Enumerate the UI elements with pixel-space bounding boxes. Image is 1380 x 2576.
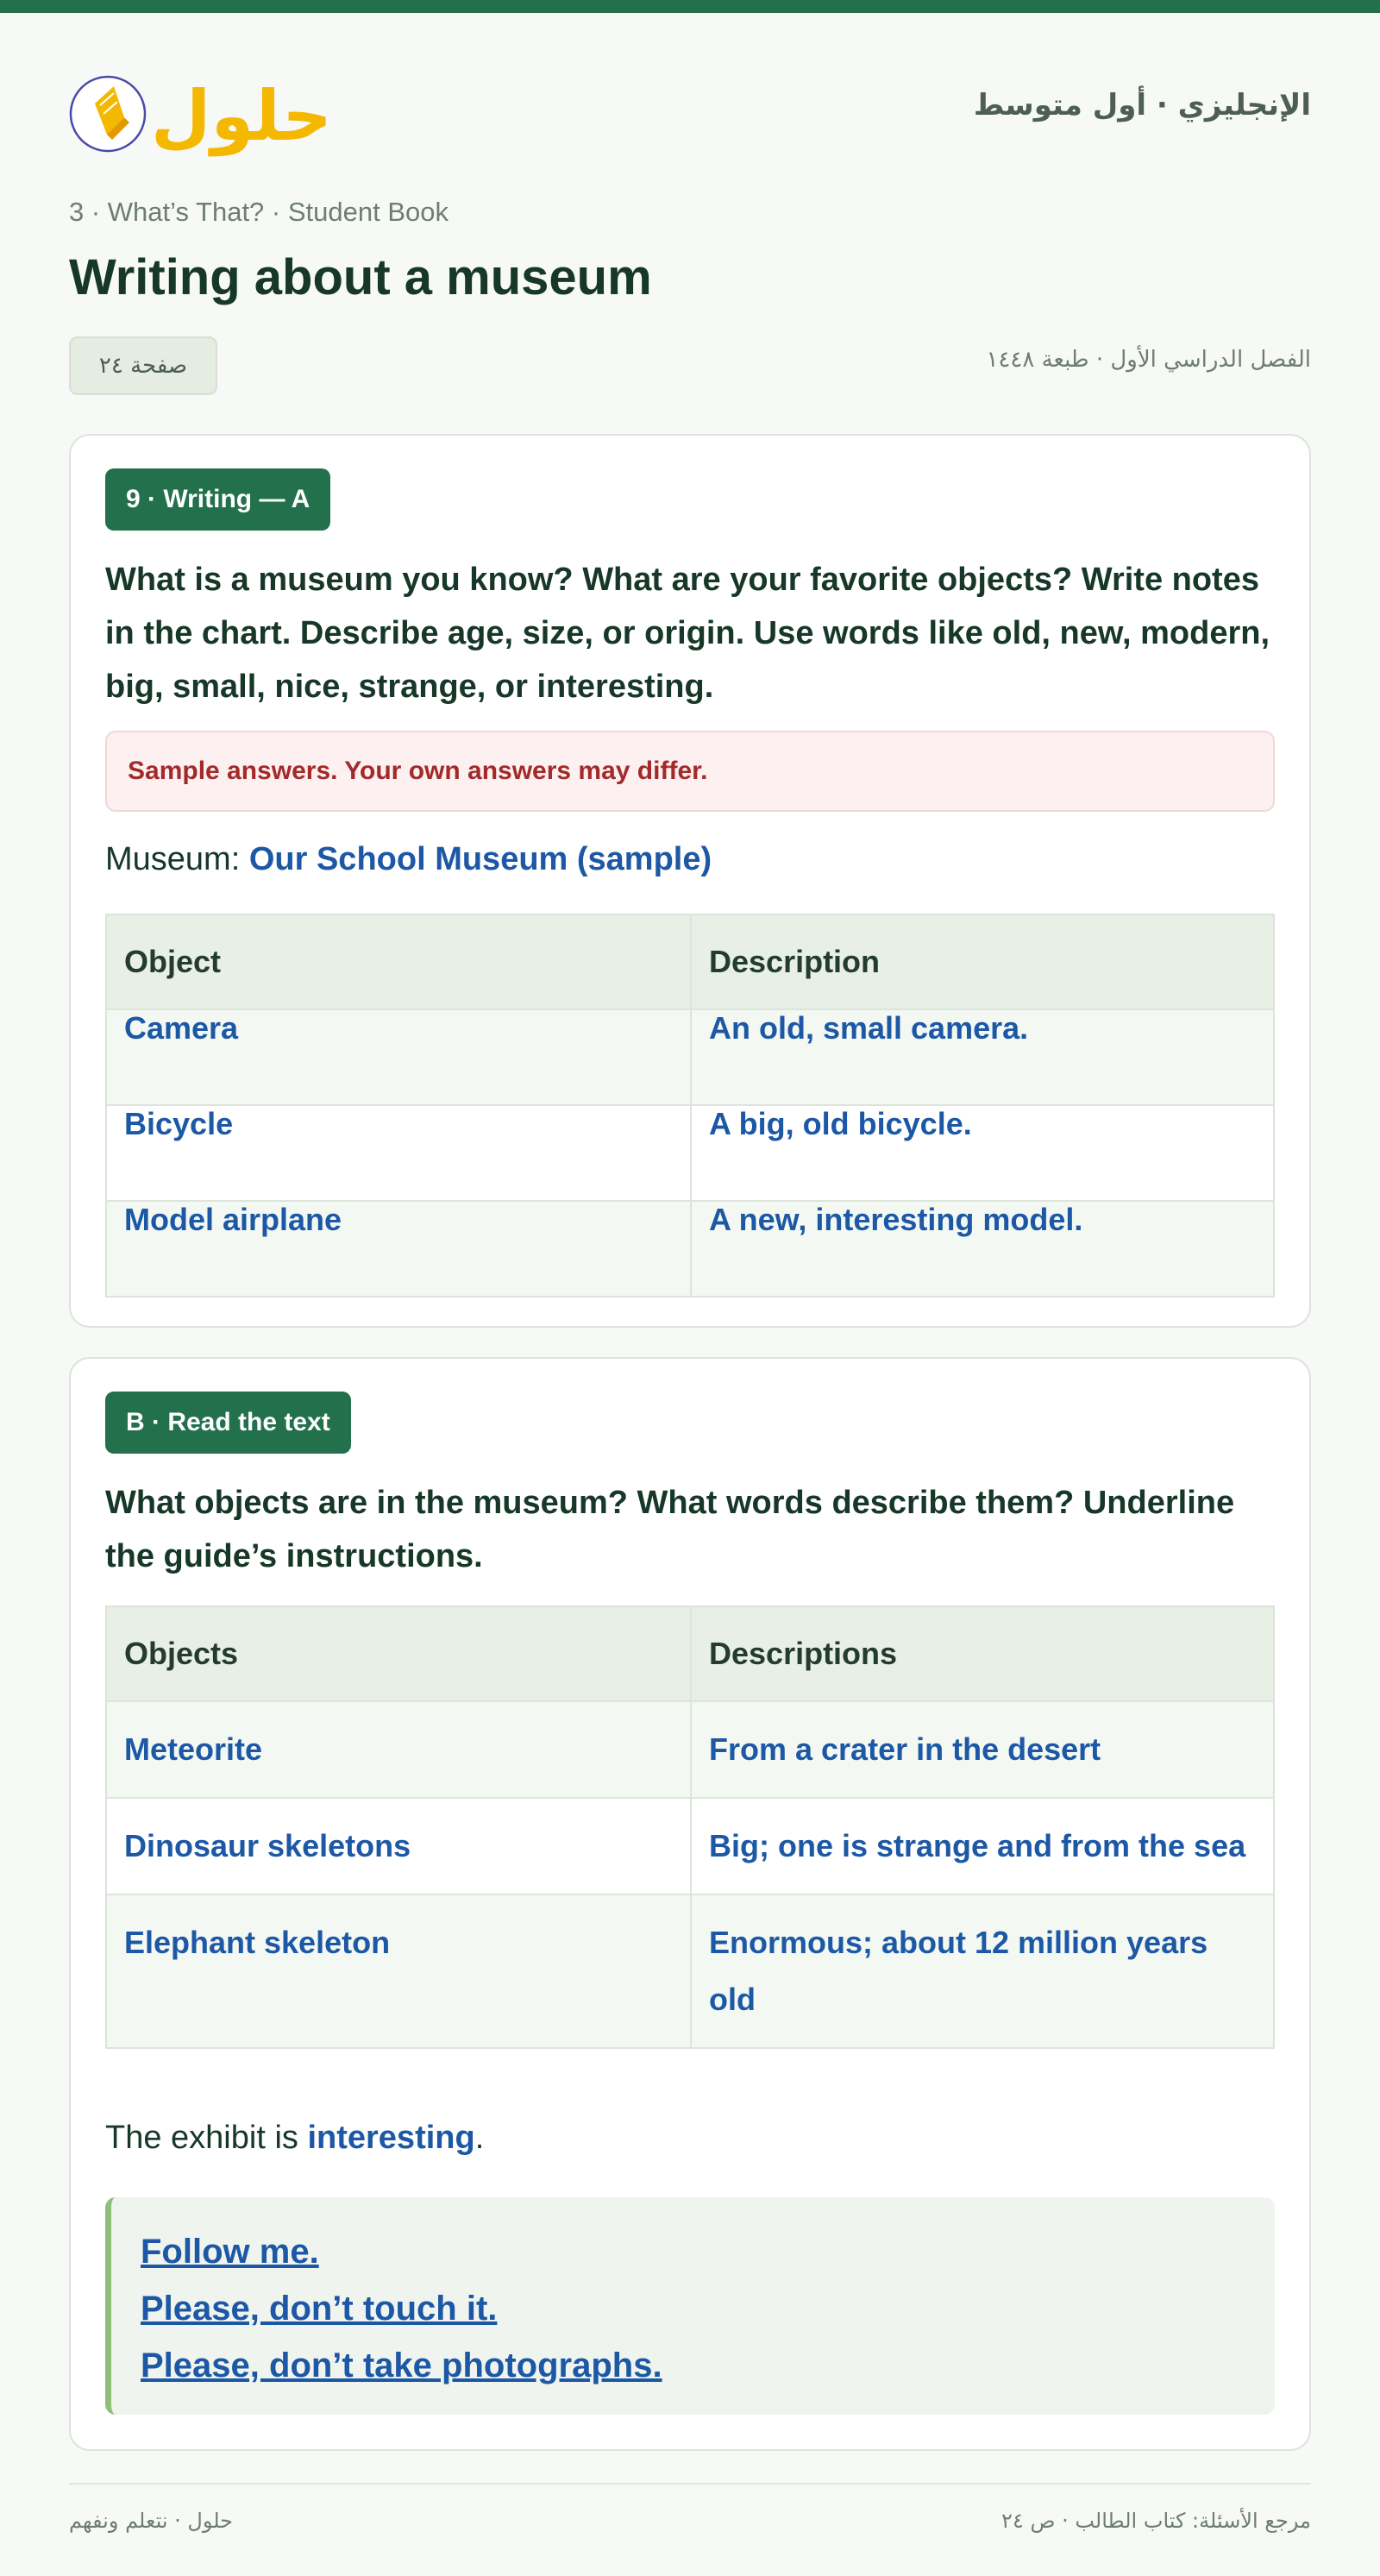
section-prompt: What objects are in the museum? What words describe them? Underline the guide’s instructions. <box>105 1485 1235 1574</box>
top-accent-bar <box>0 0 1380 13</box>
instruction-item: Follow me. <box>141 2233 319 2271</box>
table-row <box>106 1798 1274 1894</box>
description-cell: Big; one is strange and from the sea <box>709 1828 1246 1863</box>
table-row <box>106 1105 1274 1201</box>
exhibit-sentence <box>105 2120 484 2157</box>
description-cell: A big, old bicycle. <box>691 1105 1274 1201</box>
section-prompt: What is a museum you know? What are your favorite objects? Write notes in the chart. Describe age, size, or origin. Use words like old, new, modern, big, small, nice, strange, or interesting. <box>105 562 1270 705</box>
description-cell: From a crater in the desert <box>709 1731 1101 1767</box>
logo-wordmark: حلول <box>151 76 328 156</box>
museum-label: Museum: <box>105 841 241 877</box>
table-row <box>106 1009 1274 1105</box>
column-header-descriptions: Descriptions <box>691 1606 1274 1701</box>
instruction-item: Please, don’t touch it. <box>141 2290 498 2328</box>
page-title: Writing about a museum <box>69 249 652 305</box>
site-logo[interactable] <box>69 60 328 164</box>
section-tag: 9 · Writing — A <box>105 468 330 531</box>
museum-line <box>105 841 712 878</box>
sample-answers-note: Sample answers. Your own answers may differ. <box>105 731 1275 812</box>
description-cell: Enormous; about 12 million years old <box>709 1925 1208 2017</box>
description-cell: A new, interesting model. <box>691 1201 1274 1297</box>
object-cell: Dinosaur skeletons <box>124 1828 411 1863</box>
column-header-objects: Objects <box>106 1606 691 1701</box>
object-cell: Model airplane <box>106 1201 691 1297</box>
table-row <box>106 1701 1274 1798</box>
table-row <box>106 1894 1274 2048</box>
footer-divider <box>69 2483 1311 2485</box>
object-cell: Camera <box>106 1009 691 1105</box>
objects-chart <box>105 914 1275 1297</box>
page-number-badge: صفحة ٢٤ <box>69 336 217 395</box>
logo-icon <box>69 60 328 164</box>
exhibit-suffix: . <box>474 2120 485 2156</box>
column-header-description: Description <box>691 914 1274 1009</box>
reading-section-card <box>69 1357 1311 2451</box>
objects-descriptions-table <box>105 1605 1275 2049</box>
instruction-item: Please, don’t take photographs. <box>141 2347 662 2384</box>
term-edition-info: الفصل الدراسي الأول · طبعة ١٤٤٨ <box>986 347 1311 373</box>
page-header <box>69 60 1311 164</box>
footer-reference: مرجع الأسئلة: كتاب الطالب · ص ٢٤ <box>1001 2509 1311 2533</box>
breadcrumb: 3 · What’s That? · Student Book <box>69 197 448 227</box>
section-tag: B · Read the text <box>105 1392 351 1454</box>
table-row <box>106 1201 1274 1297</box>
description-cell: An old, small camera. <box>691 1009 1274 1105</box>
object-cell: Elephant skeleton <box>124 1925 391 1960</box>
writing-section-card <box>69 434 1311 1328</box>
guide-instructions <box>105 2197 1275 2415</box>
object-cell: Meteorite <box>124 1731 263 1767</box>
exhibit-prefix: The exhibit is <box>105 2120 298 2156</box>
museum-answer: Our School Museum (sample) <box>248 841 712 877</box>
object-cell: Bicycle <box>106 1105 691 1201</box>
footer-tagline: حلول · نتعلم ونفهم <box>69 2509 233 2533</box>
exhibit-answer: interesting <box>307 2120 475 2156</box>
subject-grade-title: الإنجليزي · أول متوسط <box>973 88 1311 123</box>
column-header-object: Object <box>106 914 691 1009</box>
